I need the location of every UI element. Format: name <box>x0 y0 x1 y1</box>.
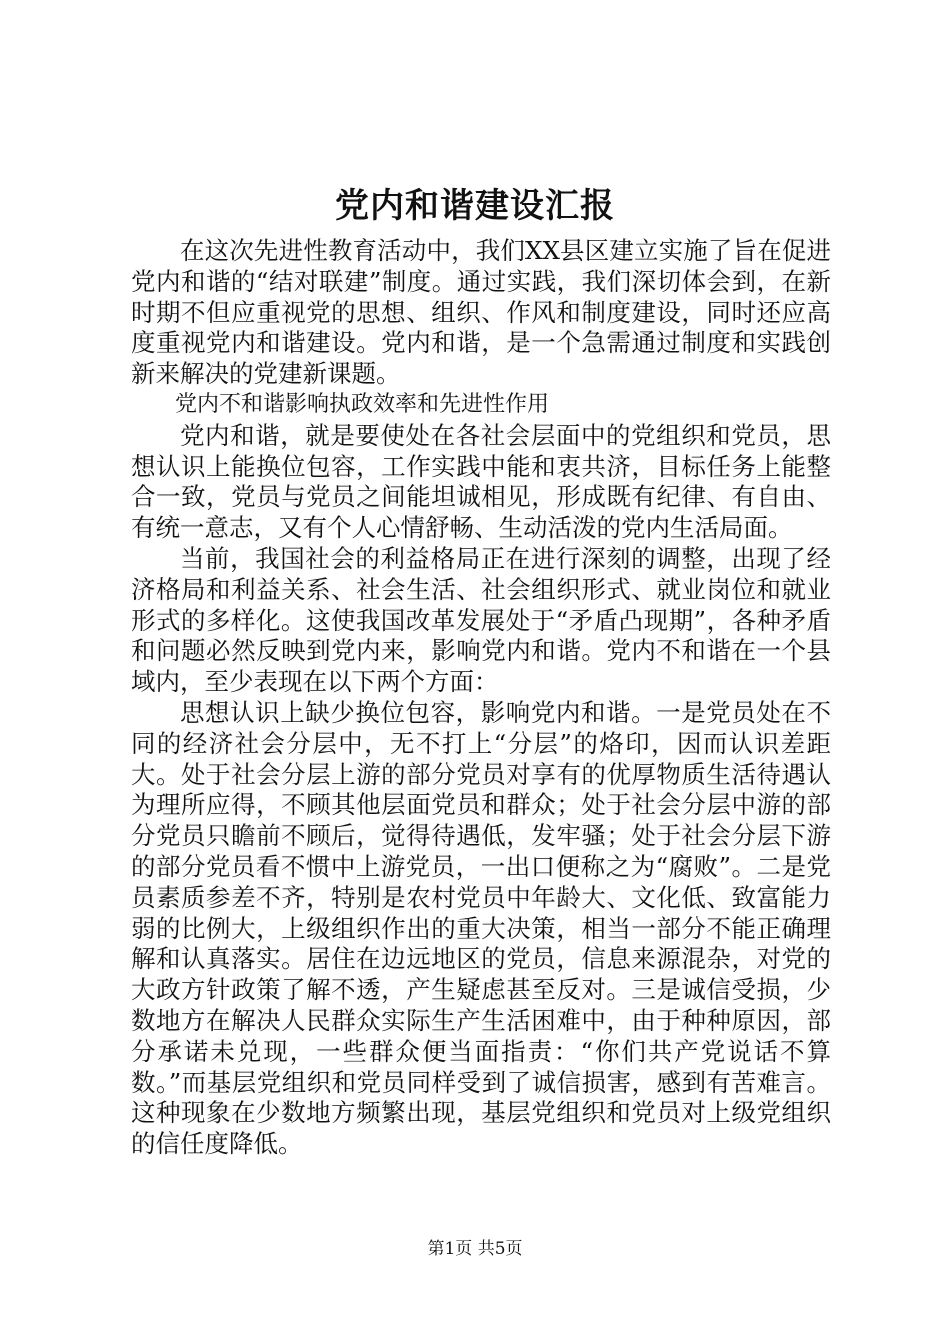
paragraph-definition: 党内和谐，就是要使处在各社会层面中的党组织和党员，思想认识上能换位包容，工作实践中能和衷共济，目标任务上能整合一致，党员与党员之间能坦诚相见，形成既有纪律、有自由、有统一意志，又有个人心情舒畅、生动活泼的党内生活局面。 <box>131 420 831 543</box>
paragraph-current-situation: 当前，我国社会的利益格局正在进行深刻的调整，出现了经济格局和利益关系、社会生活、社会组织形式、就业岗位和就业形式的多样化。这使我国改革发展处于“矛盾凸现期”，各种矛盾和问题必然反映到党内来，影响党内和谐。党内不和谐在一个县域内，至少表现在以下两个方面： <box>131 543 831 697</box>
paragraph-intro: 在这次先进性教育活动中，我们XX县区建立实施了旨在促进党内和谐的“结对联建”制度。通过实践，我们深切体会到，在新时期不但应重视党的思想、组织、作风和制度建设，同时还应高度重视党内和谐建设。党内和谐，是一个急需通过制度和实践创新来解决的党建新课题。 <box>131 236 831 389</box>
document-body <box>131 236 831 1160</box>
section-heading: 党内不和谐影响执政效率和先进性作用 <box>175 391 550 417</box>
page-footer: 第1页 共5页 <box>427 1239 523 1259</box>
document-title: 党内和谐建设汇报 <box>335 186 615 226</box>
paragraph-thinking-issues: 思想认识上缺少换位包容，影响党内和谐。一是党员处在不同的经济社会分层中，无不打上“分层”的烙印，因而认识差距大。处于社会分层上游的部分党员对享有的优厚物质生活待遇认为理所应得，不顾其他层面党员和群众；处于社会分层中游的部分党员只瞻前不顾后，觉得待遇低，发牢骚；处于社会分层下游的部分党员看不惯中上游党员，一出口便称之为“腐败”。二是党员素质参差不齐，特别是农村党员中年龄大、文化低、致富能力弱的比例大，上级组织作出的重大决策，相当一部分不能正确理解和认真落实。居住在边远地区的党员，信息来源混杂，对党的大政方针政策了解不透，产生疑虑甚至反对。三是诚信受损，少数地方在解决人民群众实际生产生活困难中，由于种种原因，部分承诺未兑现，一些群众便当面指责：“你们共产党说话不算数。”而基层党组织和党员同样受到了诚信损害，感到有苦难言。这种现象在少数地方频繁出现，基层党组织和党员对上级党组织的信任度降低。 <box>131 697 831 1159</box>
